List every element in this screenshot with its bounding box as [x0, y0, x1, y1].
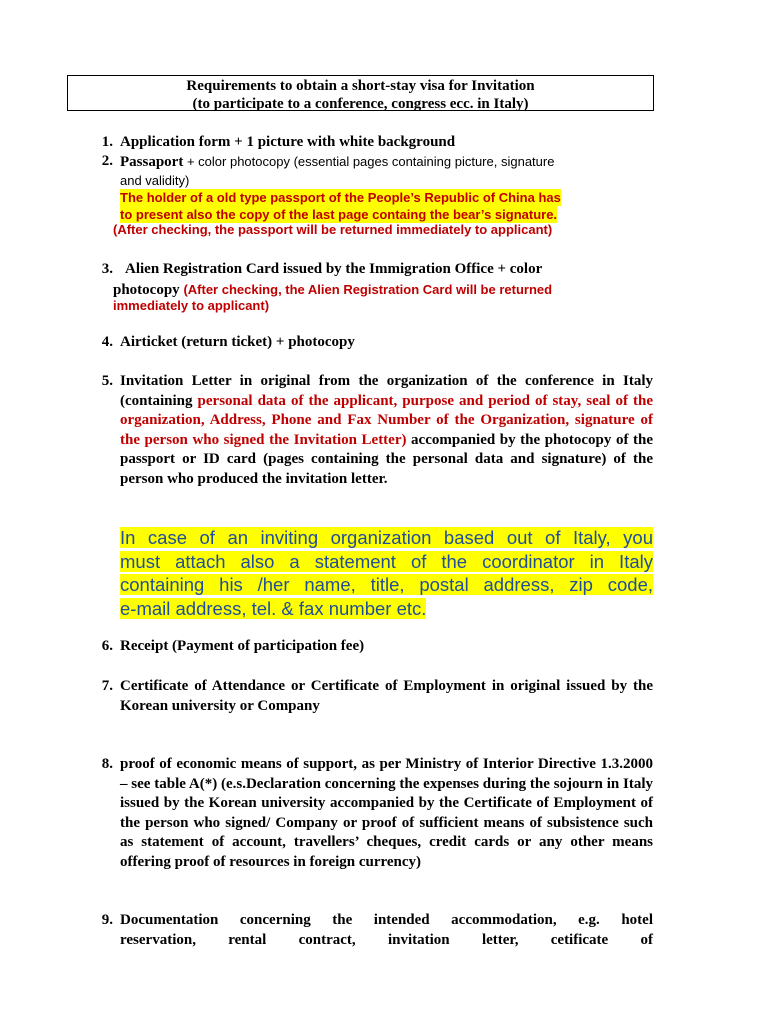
list-item-7: [95, 677, 653, 716]
item-number: 4.: [101, 334, 113, 350]
italy-note-line4: e-mail address, tel. & fax number etc.: [120, 597, 427, 619]
item-number: 1.: [101, 134, 113, 150]
title-box: [67, 75, 654, 111]
list-item-9: [95, 911, 653, 950]
title-line-1: Requirements to obtain a short-stay visa for Invitation: [186, 78, 535, 94]
item-text: [120, 911, 653, 950]
list-item-3: [95, 260, 653, 280]
item-number: 6.: [101, 638, 113, 654]
item-text: proof of economic means of support, as per Ministry of Interior Directive 1.3.2000 – see table A(*) (e.s.Declaration concerning the expenses during the sojourn in Italy issued by the Korean university accompanied by the Certificate of Employment of the person who signed/ Company or proof of sufficient means of subsistence such as statement of account, travellers’ cheques, credit cards or any other means offering proof of resources in foreign currency): [120, 756, 653, 870]
item-number: 5.: [101, 373, 113, 389]
accommodation-line1: Documentation concerning the intended accommodation, e.g. hotel: [120, 912, 653, 928]
invitation-intro: Invitation Letter in original from the organization of the conference in Italy (containing: [120, 373, 653, 409]
china-note-line1: The holder of a old type passport of the People’s Republic of China has: [120, 190, 561, 205]
list-item-8: [95, 755, 653, 872]
alien-card-photocopy: photocopy: [113, 282, 180, 298]
alien-card-note-line2: immediately to applicant): [113, 298, 270, 313]
item-number: 9.: [101, 912, 113, 928]
italy-note-line2: must attach also a statement of the coordinator in Italy: [120, 550, 653, 572]
invitation-required-data: personal data of the applicant, purpose and period of stay, seal of the organization, Address, Phone and Fax Number of the Organization, signature of the person who signed the Invitation Letter): [120, 392, 653, 448]
list-item-1: [95, 133, 653, 153]
title-line-2: (to participate to a conference, congress ecc. in Italy): [192, 96, 529, 112]
italy-note-line1: In case of an inviting organization based out of Italy, you: [120, 527, 653, 548]
invitation-outro: accompanied by the photocopy of the passport or ID card (pages containing the personal data and signature) of the person who produced the invitation letter.: [120, 431, 653, 487]
italy-note-line3: containing his /her name, title, postal address, zip code,: [120, 574, 653, 595]
alien-card-note-line1: (After checking, the Alien Registration Card will be returned: [183, 282, 553, 297]
accommodation-line2: reservation, rental contract, invitation letter, cetificate of: [120, 931, 653, 948]
item-text: Receipt (Payment of participation fee): [120, 638, 365, 654]
passport-label: Passaport: [120, 154, 184, 170]
list-item-6: [95, 637, 653, 657]
item-text: [120, 372, 653, 489]
china-note-line2: to present also the copy of the last page containg the bear’s signature.: [120, 207, 558, 222]
passport-desc-line2: and validity): [120, 173, 190, 188]
item-number: 3.: [101, 261, 113, 277]
passport-return-note: (After checking, the passport will be returned immediately to applicant): [113, 222, 553, 237]
list-item-4: [95, 333, 653, 353]
passport-desc-continued: [120, 172, 660, 223]
passport-desc-line1: color photocopy (essential pages containing picture, signature: [198, 154, 555, 169]
passport-plus: +: [183, 154, 199, 169]
item-text: Certificate of Attendance or Certificate of Employment in original issued by the Korean university or Company: [120, 678, 653, 714]
item-text: Airticket (return ticket) + photocopy: [120, 334, 355, 350]
list-item-2: [95, 152, 653, 173]
list-item-5: [95, 372, 653, 489]
item-number: 2.: [101, 153, 113, 169]
italy-coordinator-note: [120, 526, 653, 620]
item-text: Alien Registration Card issued by the Immigration Office + color: [125, 261, 543, 277]
item-number: 8.: [101, 756, 113, 772]
item-number: 7.: [101, 678, 113, 694]
item-text: Application form + 1 picture with white background: [120, 134, 456, 150]
